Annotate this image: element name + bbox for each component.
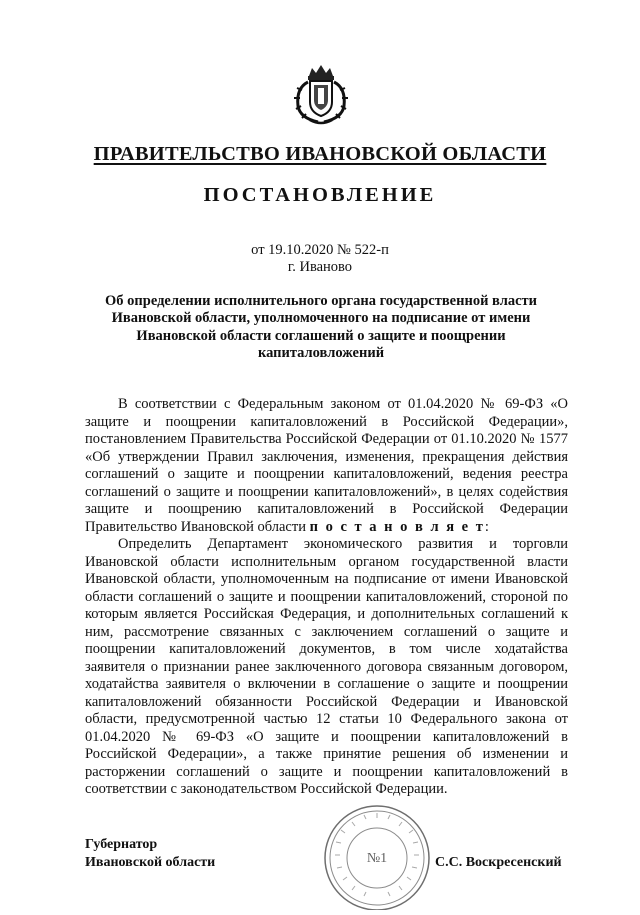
stamp-number: №1 [366, 851, 388, 866]
document-body [85, 396, 568, 799]
document-type-heading: ПОСТАНОВЛЕНИЕ [203, 184, 437, 206]
resolves-word: п о с т а н о в л я е т [309, 518, 485, 535]
operative-paragraph: Определить Департамент экономического развития и торговли Ивановской области исполнительным органом государственной власти Ивановской области, уполномоченным на подписание от имени Ивановской области соглашений о защите и поощрении капиталовложений, стороной по которым является Российская Федерация, и дополнительных соглашений к ним, рассмотрение связанных с заключением соглашений о защите и поощрении капиталовложений документов, в том числе ходатайства заявителя о признании ранее заключенного договора связанным договором, ходатайства заявителя о включении в соглашение о защите и поощрении капиталовложений обязанности Российской Федерации и Ивановской области, предусмотренной частью 12 статьи 10 Федерального закона от 01.04.2020 № 69-ФЗ «О защите и поощрении капиталовложений в Российской Федерации», а также принятие решения об изменении и расторжении соглашений о защите и поощрении капиталовложений в соответствии с законодательством Российской Федерации. [85, 536, 568, 797]
official-seal-stamp [316, 800, 438, 910]
date-number: от 19.10.2020 № 522-п [251, 242, 389, 258]
coat-of-arms-emblem [288, 62, 354, 128]
title-line: Ивановской области, уполномоченного на подписание от имени [111, 310, 531, 327]
city: г. Иваново [287, 259, 353, 275]
organization-heading: ПРАВИТЕЛЬСТВО ИВАНОВСКОЙ ОБЛАСТИ [93, 143, 547, 165]
title-line: Об определении исполнительного органа государственной власти [105, 293, 537, 309]
date-block [0, 242, 640, 276]
signatory-position [85, 836, 215, 872]
preamble-end: : [484, 518, 489, 535]
position-line: Ивановской области [85, 855, 216, 870]
position-line: Губернатор [85, 837, 158, 852]
preamble-paragraph [85, 396, 568, 536]
title-line: капиталовложений [257, 344, 385, 361]
title-line: Ивановской области соглашений о защите и поощрении [136, 327, 506, 344]
document-title [90, 293, 552, 362]
signatory-name: С.С. Воскресенский [435, 855, 562, 870]
preamble-text: В соответствии с Федеральным законом от 01.04.2020 № 69-ФЗ «О защите и поощрении капиталовложений в Российской Федерации», постановлением Правительства Российской Федерации от 01.10.2020 № 1577 «Об утверждении Правил заключения, изменения, прекращения действия соглашений о защите и поощрении капиталовложений, ведения реестра соглашений о защите и поощрении капиталовложений», в целях содействия защите и поощрению капиталовложений в Российской Федерации Правительство Ивановской области [85, 396, 568, 535]
